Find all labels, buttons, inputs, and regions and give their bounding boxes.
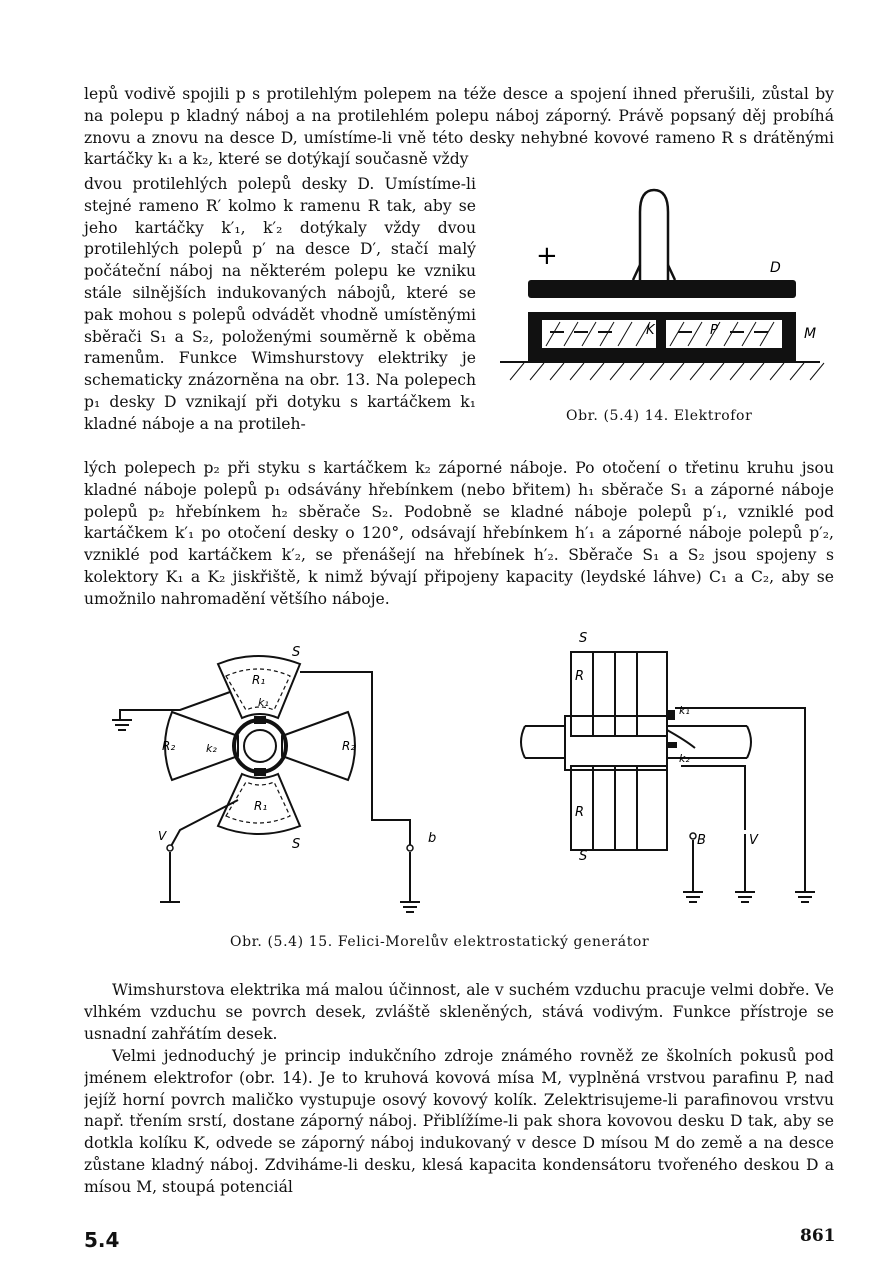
figure-elektrofor [490,180,840,410]
paragraph-wimshurst-collectors: lých polepech p₂ při styku s kartáčkem k₂ záporné náboje. Po otočení o třetinu kruhu jsou kladné náboje polepů p₁ odsávány hřebínkem (nebo břitem) h₁ sběrače S₁ a záporné náboje polepů p₂ hřebínkem h₂ sběrače S₂. Podobně se kladné náboje polepů p′₁, vzniklé pod kartáčkem k′₁ po otočení desky o 120°, odsávají hřebínkem h′₁ a záporné náboje polepů p′₂, vzniklé pod kartáčkem k′₂, se přenášejí na hřebínek h′₂. Sběrače S₁ a S₂ jsou spojeny s kolektory K₁ a K₂ jiskřiště, k nimž bývají připojeny kapacity (leydské láhve) C₁ a C₂, aby se umožnilo nahromadění většího náboje. [84,459,834,608]
label-left-r1-top: R₁ [252,673,266,687]
label-right-b: B [697,833,706,848]
footer-page-number: 861 [800,1226,836,1246]
label-plus: + [536,241,558,271]
paragraph-wimshurst-intro: lepů vodivě spojili p s protilehlým polepem na téže desce a spojení ihned přerušili, zůstal by na polepu p kladný náboj a na protilehlém polepu náboj záporný. Právě popsaný děj probíhá znovu a znovu na desce D, umístíme-li vně této desky nehybné kovové rameno R s drátěnými kartáčky k₁ a k₂, které se dotýkají současně vždy [84,85,834,169]
label-left-r2-right: R₂ [342,739,356,753]
label-left-k2: k₂ [206,742,217,755]
footer-section-number: 5.4 [84,1228,120,1252]
label-left-s-top: S [292,645,301,660]
label-right-k2: k₂ [679,752,690,765]
caption-figure-14: Obr. (5.4) 14. Elektrofor [566,408,753,424]
label-left-r1-bottom: R₁ [254,799,268,813]
label-d: D [770,260,781,276]
label-left-s-bottom: S [292,837,301,852]
label-right-r-bottom: R [575,805,585,820]
label-p: P [710,323,718,338]
label-right-s-top: S [579,631,588,646]
label-right-s-bottom: S [579,849,588,864]
label-left-r2-left: R₂ [162,739,176,753]
label-m: M [804,326,817,342]
label-left-v: V [158,829,167,843]
handle-shape [640,190,668,280]
paragraph-wimshurst-efficiency: Wimshurstova elektrika má malou účinnost, ale v suchém vzduchu pracuje velmi dobře. Ve vlhkém vzduchu se povrch desek, zvláště skleněných, stává vodivým. Funkce přístroje se usnadní zahřátím desek. [84,981,834,1043]
paragraph-elektrofor: Velmi jednoduchý je princip indukčního zdroje známého rovněž ze školních pokusů pod jménem elektrofor (obr. 14). Je to kruhová kovová mísa M, vyplněná vrstvou parafinu P, nad jejíž horní povrch maličko vystupuje osový kovový kolík. Zelektrisujeme-li parafinovou vrstvu např. třením srstí, dostane záporný náboj. Přiblížíme-li pak shora kovovou desku D tak, aby se dotkla kolíku K, odvede se záporný náboj indukovaný v desce D mísou M do země a na desce zůstane kladný náboj. Zdviháme-li desku, klesá kapacita kondensátoru tvořeného deskou D a mísou M, stoupá potenciál [84,1047,834,1196]
label-k: K [646,323,655,338]
plate-d [528,280,796,298]
label-left-b: b [428,831,437,846]
label-right-k1: k₁ [679,704,690,717]
paragraph-wimshurst-narrow: dvou protilehlých polepů desky D. Umístíme-li stejné rameno R′ kolmo k ramenu R tak, aby se jeho kartáčky k′₁, k′₂ dotýkaly vždy dvou protilehlých polepů p′ na desce D′, stačí malý počáteční náboj na některém polepu ke vzniku stále silnějších indukovaných nábojů, které se pak mohou s polepů odvádět vhodně umístěnými sběrači S₁ a S₂, položenými souměrně k oběma ramenům. Funkce Wimshurstovy elektriky je schematicky znázorněna na obr. 13. Na polepech p₁ desky D vznikají při dotyku s kartáčkem k₁ kladné náboje a na protileh- [84,175,476,433]
figure-felici-morel-right [515,630,845,920]
caption-figure-15: Obr. (5.4) 15. Felici-Morelův elektrostatický generátor [230,934,650,950]
figure-felici-morel-left [110,640,450,920]
label-right-r-top: R [575,669,585,684]
label-right-v: V [749,833,758,848]
label-left-k1: k₁ [258,696,269,709]
